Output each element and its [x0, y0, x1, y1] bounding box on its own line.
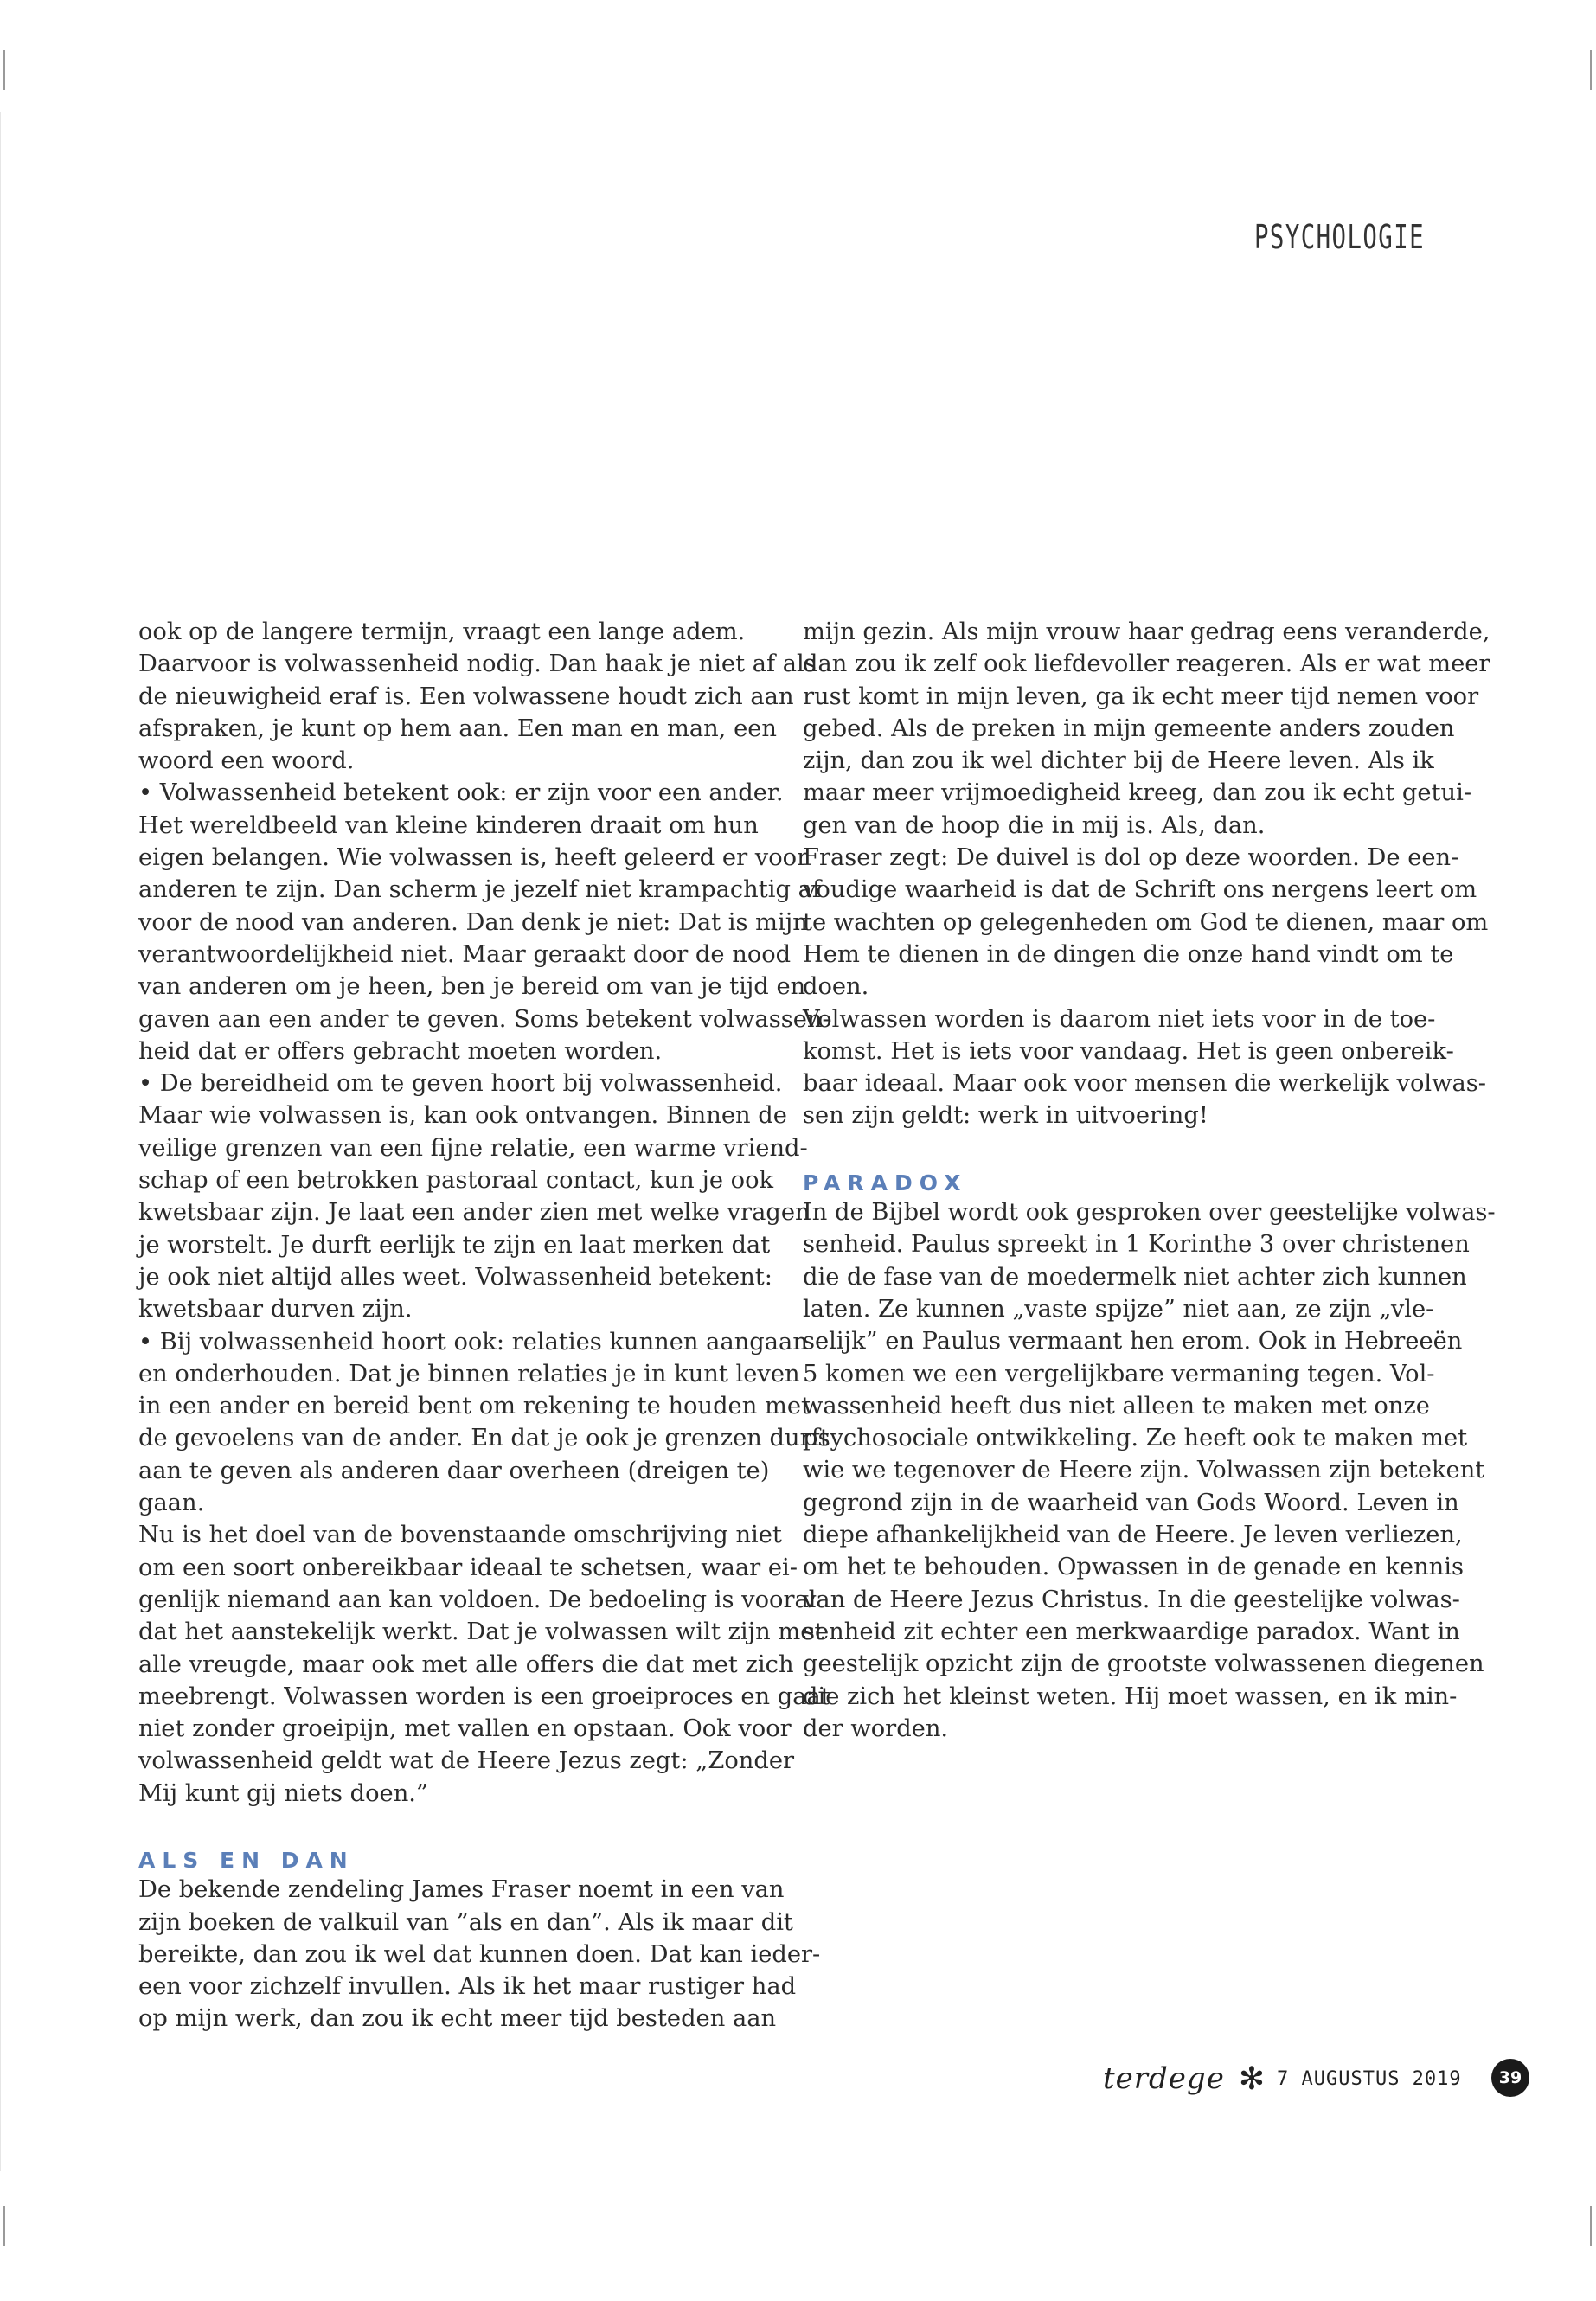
crop-mark-bottom-right	[1590, 2206, 1592, 2246]
body-text-line: rust komt in mijn leven, ga ik echt meer tijd nemen voor	[803, 683, 1479, 710]
body-text-line: • Volwassenheid betekent ook: er zijn voor een ander.	[138, 779, 784, 807]
body-text-line: aan te geven als anderen daar overheen (dreigen te)	[138, 1457, 770, 1484]
magazine-brand: terdege	[1103, 2061, 1225, 2096]
body-text-line: • De bereidheid om te geven hoort bij volwassenheid.	[138, 1070, 783, 1098]
body-text-line: senheid zit echter een merkwaardige paradox. Want in	[803, 1618, 1460, 1645]
body-text-line: wie we tegenover de Heere zijn. Volwassen zijn betekent	[803, 1457, 1485, 1484]
body-text-line: maar meer vrijmoedigheid kreeg, dan zou ik echt getui-	[803, 779, 1472, 807]
body-text-line: Fraser zegt: De duivel is dol op deze woorden. De een-	[803, 844, 1459, 872]
body-text-line: Mij kunt gij niets doen.”	[138, 1779, 428, 1807]
body-text-line: diepe afhankelijkheid van de Heere. Je leven verliezen,	[803, 1522, 1463, 1549]
body-text-line: mijn gezin. Als mijn vrouw haar gedrag eens veranderde,	[803, 619, 1490, 645]
body-text-line: die de fase van de moedermelk niet achter zich kunnen	[803, 1263, 1467, 1291]
body-text-line: schap of een betrokken pastoraal contact, kun je ook	[138, 1167, 774, 1195]
body-text-line: komst. Het is iets voor vandaag. Het is geen onbereik-	[803, 1037, 1454, 1065]
body-text-line: Nu is het doel van de bovenstaande omschrijving niet	[138, 1522, 782, 1549]
body-text-line: gebed. Als de preken in mijn gemeente anders zouden	[803, 715, 1455, 742]
body-text-line: volwassenheid geldt wat de Heere Jezus zegt: „Zonder	[138, 1747, 795, 1775]
body-text-line: voor de nood van anderen. Dan denk je niet: Dat is mijn	[138, 908, 808, 936]
body-text-line: gegrond zijn in de waarheid van Gods Woord. Leven in	[803, 1489, 1459, 1516]
body-text-line: 5 komen we een vergelijkbare vermaning tegen. Vol-	[803, 1360, 1435, 1388]
article-column-right	[803, 616, 1496, 1745]
body-text-line: meebrengt. Volwassen worden is een groeiproces en gaat	[138, 1682, 830, 1710]
body-text-line: afspraken, je kunt op hem aan. Een man en man, een	[138, 715, 777, 742]
body-text-line: eigen belangen. Wie volwassen is, heeft geleerd er voor	[138, 844, 809, 872]
body-text-line: je worstelt. Je durft eerlijk te zijn en laat merken dat	[138, 1231, 771, 1259]
body-text-line: sen zijn geldt: werk in uitvoering!	[803, 1102, 1208, 1130]
crop-mark-left-edge	[0, 112, 1, 2171]
body-text-line: selijk” en Paulus vermaant hen erom. Ook in Hebreeën	[803, 1328, 1463, 1356]
article-column-left	[138, 616, 830, 2035]
body-text-line: niet zonder groeipijn, met vallen en opstaan. Ook voor	[138, 1715, 792, 1743]
body-text-line: bereikte, dan zou ik wel dat kunnen doen. Dat kan ieder-	[138, 1940, 821, 1968]
body-text-line: Daarvoor is volwassenheid nodig. Dan haak je niet af als	[138, 651, 817, 678]
section-heading: ALS EN DAN	[138, 1847, 355, 1873]
body-text-line: geestelijk opzicht zijn de grootste volwassenen diegenen	[803, 1650, 1484, 1678]
body-text-line: op mijn werk, dan zou ik echt meer tijd besteden aan	[138, 2005, 777, 2033]
page-footer	[1103, 2057, 1462, 2100]
body-text-line: gen van de hoop die in mij is. Als, dan.	[803, 811, 1266, 839]
body-text-line: voudige waarheid is dat de Schrift ons nergens leert om	[803, 876, 1477, 904]
body-text-line: genlijk niemand aan kan voldoen. De bedoeling is vooral	[138, 1586, 817, 1613]
body-text-line: doen.	[803, 973, 869, 1001]
body-text-line: gaven aan een ander te geven. Soms betekent volwassen-	[138, 1005, 830, 1033]
body-text-line: psychosociale ontwikkeling. Ze heeft ook te maken met	[803, 1425, 1468, 1452]
body-text-line: senheid. Paulus spreekt in 1 Korinthe 3 over christenen	[803, 1231, 1470, 1259]
body-text-line: • Bij volwassenheid hoort ook: relaties kunnen aangaan	[138, 1328, 808, 1356]
body-text-line: anderen te zijn. Dan scherm je jezelf niet krampachtig af	[138, 876, 821, 904]
crop-mark-top-right	[1590, 50, 1592, 90]
body-text-line: veilige grenzen van een fijne relatie, een warme vriend-	[138, 1134, 808, 1162]
body-text-line: de nieuwigheid eraf is. Een volwassene houdt zich aan	[138, 683, 794, 710]
body-text-line: die zich het kleinst weten. Hij moet wassen, en ik min-	[803, 1682, 1458, 1710]
body-text-line: heid dat er offers gebracht moeten worden.	[138, 1037, 663, 1065]
body-text-line: kwetsbaar zijn. Je laat een ander zien met welke vragen	[138, 1199, 811, 1227]
body-text-line: je ook niet altijd alles weet. Volwassenheid betekent:	[138, 1263, 772, 1291]
body-text-line: zijn boeken de valkuil van ”als en dan”. Als ik maar dit	[138, 1908, 793, 1936]
body-text-line: om het te behouden. Opwassen in de genade en kennis	[803, 1554, 1464, 1581]
separator-star-icon: ✻	[1238, 2061, 1265, 2097]
body-text-line: verantwoordelijkheid niet. Maar geraakt door de nood	[138, 940, 792, 968]
body-text-line: laten. Ze kunnen „vaste spijze” niet aan, ze zijn „vle-	[803, 1295, 1434, 1323]
body-text-line: In de Bijbel wordt ook gesproken over geestelijke volwas-	[803, 1199, 1496, 1227]
body-text-line: Volwassen worden is daarom niet iets voor in de toe-	[803, 1005, 1436, 1033]
body-text-line: Hem te dienen in de dingen die onze hand vindt om te	[803, 940, 1454, 968]
section-heading: PARADOX	[803, 1170, 968, 1195]
body-text-line: te wachten op gelegenheden om God te dienen, maar om	[803, 908, 1489, 936]
body-text-line: om een soort onbereikbaar ideaal te schetsen, waar ei-	[138, 1554, 798, 1581]
body-text-line: de gevoelens van de ander. En dat je ook je grenzen durft	[138, 1425, 830, 1452]
crop-mark-bottom-left	[3, 2206, 5, 2246]
body-text-line: gaan.	[138, 1490, 205, 1517]
section-label: PSYCHOLOGIE	[1254, 218, 1426, 256]
body-text-line: alle vreugde, maar ook met alle offers die dat met zich	[138, 1650, 794, 1678]
crop-mark-top-left	[3, 50, 5, 90]
body-text-line: wassenheid heeft dus niet alleen te maken met onze	[803, 1392, 1430, 1420]
body-text-line: zijn, dan zou ik wel dichter bij de Heere leven. Als ik	[803, 747, 1434, 775]
page-number-badge: 39	[1491, 2059, 1529, 2097]
body-text-line: van de Heere Jezus Christus. In die geestelijke volwas-	[803, 1586, 1460, 1613]
body-text-line: kwetsbaar durven zijn.	[138, 1296, 413, 1324]
body-text-line: in een ander en bereid bent om rekening te houden met	[138, 1393, 811, 1420]
body-text-line: baar ideaal. Maar ook voor mensen die werkelijk volwas-	[803, 1070, 1486, 1098]
body-text-line: De bekende zendeling James Fraser noemt in een van	[138, 1876, 785, 1904]
issue-date: 7 AUGUSTUS 2019	[1276, 2067, 1462, 2090]
body-text-line: Het wereldbeeld van kleine kinderen draait om hun	[138, 811, 759, 839]
body-text-line: van anderen om je heen, ben je bereid om van je tijd en	[138, 973, 806, 1001]
body-text-line: dan zou ik zelf ook liefdevoller reageren. Als er wat meer	[803, 651, 1490, 678]
body-text-line: woord een woord.	[138, 747, 355, 775]
body-text-line: Maar wie volwassen is, kan ook ontvangen. Binnen de	[138, 1102, 787, 1130]
body-text-line: ook op de langere termijn, vraagt een lange adem.	[138, 619, 746, 645]
body-text-line: dat het aanstekelijk werkt. Dat je volwassen wilt zijn met	[138, 1618, 824, 1646]
body-text-line: en onderhouden. Dat je binnen relaties je in kunt leven	[138, 1360, 800, 1388]
body-text-line: een voor zichzelf invullen. Als ik het maar rustiger had	[138, 1973, 797, 2001]
body-text-line: der worden.	[803, 1715, 949, 1742]
